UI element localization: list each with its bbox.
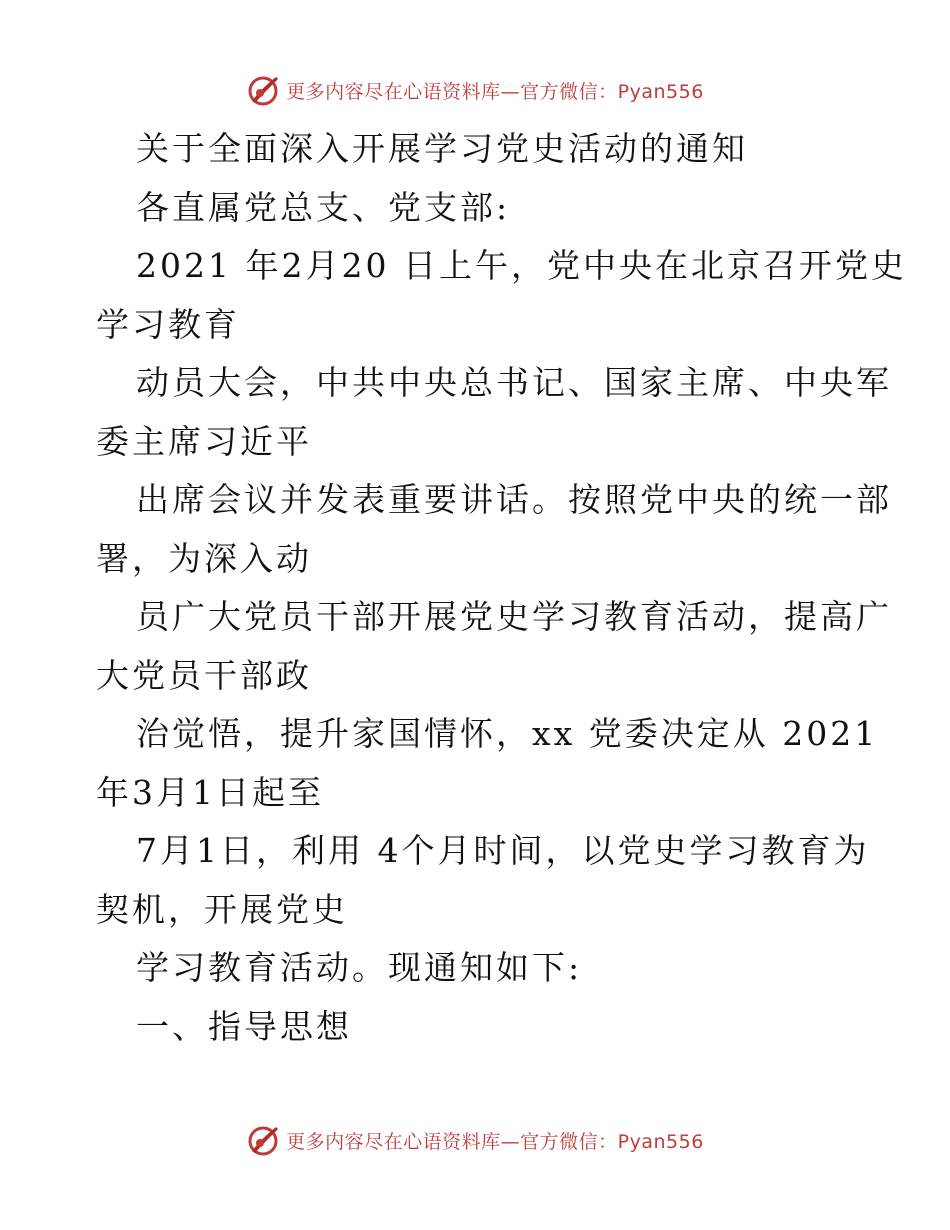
brush-logo-icon xyxy=(246,1123,280,1157)
text-line: 治觉悟，提升家国情怀，xx 党委决定从 2021 xyxy=(136,714,879,753)
text-line: 7月1日，利用 4个月时间，以党史学习教育为 xyxy=(136,831,870,870)
watermark-footer xyxy=(0,1120,950,1160)
text-line: 署，为深入动 xyxy=(96,538,312,578)
text-line: 大党员干部政 xyxy=(96,655,312,695)
watermark-header xyxy=(0,70,950,110)
text-line: 学习教育 xyxy=(96,304,240,344)
brush-logo-icon xyxy=(246,73,280,107)
document-body xyxy=(96,120,907,1056)
watermark-text: 更多内容尽在心语资料库—官方微信：Pyan556 xyxy=(286,1130,704,1153)
text-line: 2021 年2月20 日上午，党中央在北京召开党史 xyxy=(136,246,907,285)
text-line: 关于全面深入开展学习党史活动的通知 xyxy=(136,129,748,168)
text-line: 动员大会，中共中央总书记、国家主席、中央军 xyxy=(136,363,892,402)
text-line: 一、指导思想 xyxy=(136,1006,352,1046)
text-line: 出席会议并发表重要讲话。按照党中央的统一部 xyxy=(136,480,892,519)
text-line: 员广大党员干部开展党史学习教育活动，提高广 xyxy=(136,597,892,636)
text-line: 契机，开展党史 xyxy=(96,889,348,929)
text-line: 各直属党总支、党支部: xyxy=(136,187,511,227)
watermark-text: 更多内容尽在心语资料库—官方微信：Pyan556 xyxy=(286,80,704,103)
text-line: 年3月1日起至 xyxy=(96,772,324,812)
text-line: 学习教育活动。现通知如下: xyxy=(136,948,583,987)
text-line: 委主席习近平 xyxy=(96,421,312,461)
